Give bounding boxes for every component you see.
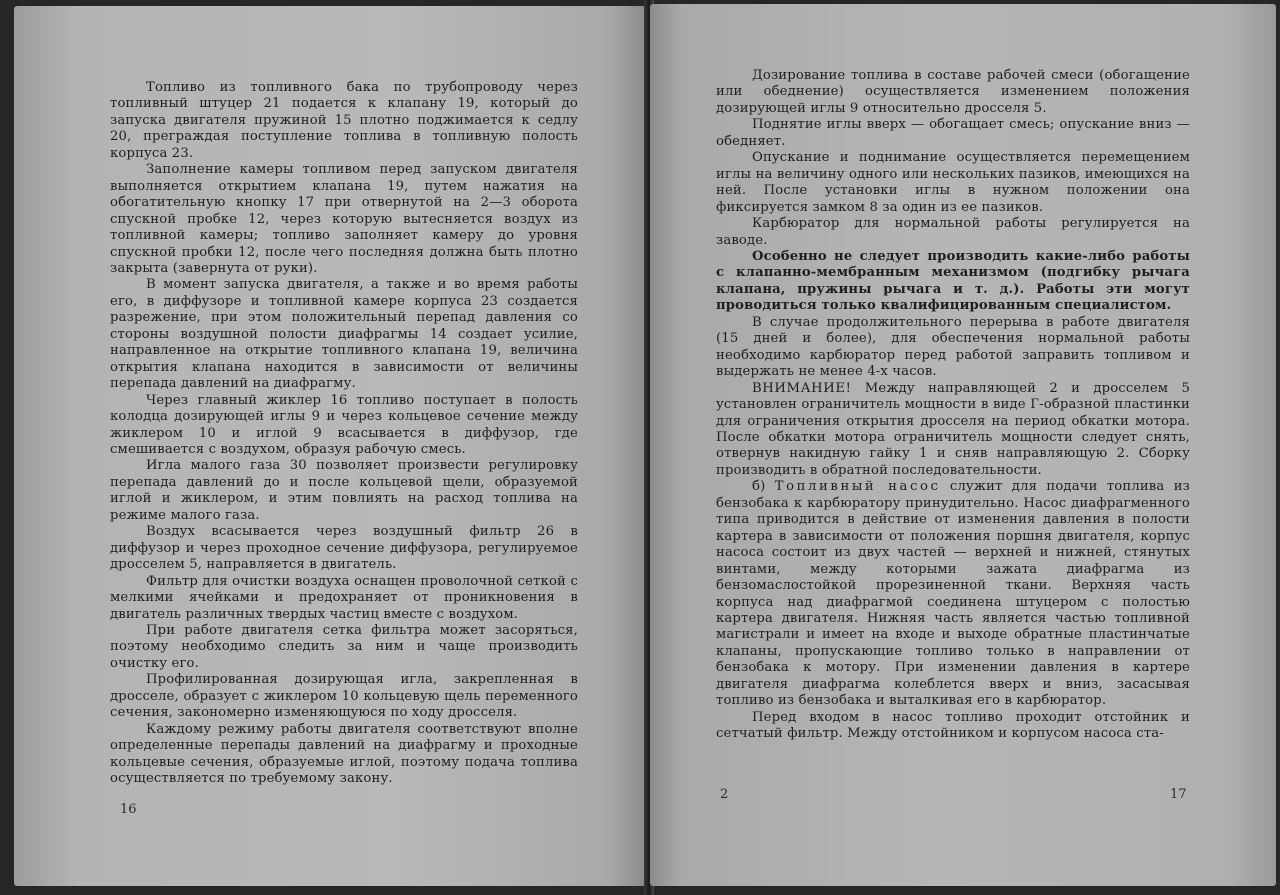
left-page-number: 16: [120, 802, 137, 817]
paragraph: Заполнение камеры топливом перед запуском двигателя выполняется открытием клапана 19, путем нажатия на обогатительную кнопку 17 при отвернутой на 2—3 оборота спускной пробке 12, через которую вытесняется воздух из топливной камеры; топливо заполняет камеру до уровня спускной пробки 12, после чего последняя должна быть плотно закрыта (завернута от руки).: [110, 162, 578, 276]
attention-paragraph: [716, 381, 1190, 480]
fuel-pump-paragraph: [716, 479, 1190, 709]
paragraph: При работе двигателя сетка фильтра может засоряться, поэтому необходимо следить за ним и чаще производить очистку его.: [110, 622, 578, 671]
right-page-text: [716, 68, 1190, 743]
left-page: [14, 6, 646, 886]
paragraph: Фильтр для очистки воздуха оснащен проволочной сеткой с мелкими ячейками и предохраняет от проникновения в двигатель различных твердых частиц вместе с воздухом.: [110, 573, 578, 622]
paragraph: В случае продолжительного перерыва в работе двигателя (15 дней и более), для обеспечения нормальной работы необходимо карбюратор перед работой заправить топливом и выдержать не менее 4-х часов.: [716, 314, 1190, 380]
paragraph: Карбюратор для нормальной работы регулируется на заводе.: [716, 216, 1190, 248]
paragraph: Топливо из топливного бака по трубопроводу через топливный штуцер 21 подается к клапану 19, который до запуска двигателя пружиной 15 плотно поджимается к седлу 20, преграждая поступление топлива в топливную полость корпуса 23.: [110, 80, 578, 161]
attention-label: ВНИМАНИЕ!: [752, 380, 852, 396]
paragraph: Через главный жиклер 16 топливо поступает в полость колодца дозирующей иглы 9 и через кольцевое сечение между жиклером 10 и иглой 9 всасывается в диффузор, где смешивается с воздухом, образуя рабочую смесь.: [110, 392, 578, 457]
paragraph: Опускание и поднимание осуществляется перемещением иглы на величину одного или нескольких пазиков, имеющихся на ней. После установки иглы в нужном положении она фиксируется замком 8 за один из ее пазиков.: [716, 150, 1190, 215]
paragraph: Воздух всасывается через воздушный фильтр 26 в диффузор и через проходное сечение диффузора, регулируемое дросселем 5, направляется в двигатель.: [110, 524, 578, 573]
right-page-number: 17: [1170, 787, 1187, 802]
section-prefix: б): [752, 479, 775, 495]
left-page-text: [110, 80, 578, 787]
warning-paragraph: Особенно не следует производить какие-либо работы с клапанно-мембранным механизмом (подгибку рычага клапана, пружины рычага и т. д.). Работы эти могут проводиться только квалифицированным специалистом.: [716, 248, 1190, 314]
paragraph: Поднятие иглы вверх — обогащает смесь; опускание вниз — обедняет.: [716, 117, 1190, 149]
section-text: служит для подачи топлива из бензобака к карбюратору принудительно. Насос диафрагменного типа приводится в действие от изменения давления в полости картера в зависимости от положения поршня двигателя, корпус насоса состоит из двух частей — верхней и нижней, стянутых винтами, между которыми зажата диафрагма из бензомаслостойкой прорезиненной ткани. Верхняя часть корпуса над диафрагмой соединена штуцером с полостью картера двигателя. Нижняя часть является частью топливной магистрали и имеет на входе и выходе обратные пластинчатые клапаны, пропускающие топливо только в направлении от бензобака к мотору. При изменении давления в картере двигателя диафрагма колеблется вверх и вниз, засасывая топливо из бензобака и выталкивая его в карбюратор.: [716, 479, 1191, 709]
right-page: [650, 4, 1276, 886]
paragraph: Дозирование топлива в составе рабочей смеси (обогащение или обеднение) осуществляется изменением положения дозирующей иглы 9 относительно дросселя 5.: [716, 68, 1190, 116]
paragraph: Каждому режиму работы двигателя соответствуют вполне определенные перепады давлений на диафрагму и проходные кольцевые сечения, образуемые иглой, поэтому подача топлива осуществляется по требуемому закону.: [110, 721, 578, 787]
paragraph: Перед входом в насос топливо проходит отстойник и сетчатый фильтр. Между отстойником и корпусом насоса ста-: [716, 709, 1190, 742]
paragraph: Профилированная дозирующая игла, закрепленная в дросселе, образует с жиклером 10 кольцевую щель переменного сечения, закономерно изменяющуюся по ходу дросселя.: [110, 672, 578, 721]
section-heading: Топливный насос: [774, 479, 941, 495]
paragraph: В момент запуска двигателя, а также и во время работы его, в диффузоре и топливной камере корпуса 23 создается разрежение, при этом положительный перепад давления со стороны воздушной полости диафрагмы 14 создает усилие, направленное на открытие топливного клапана 19, величина открытия клапана находится в зависимости от величины перепада давлений на диафрагму.: [110, 277, 578, 392]
paragraph: Игла малого газа 30 позволяет произвести регулировку перепада давлений до и после кольцевой щели, образуемой иглой и жиклером, и этим повлиять на расход топлива на режиме малого газа.: [110, 458, 578, 523]
signature-mark: 2: [720, 787, 729, 802]
attention-text: Между направляющей 2 и дросселем 5 установлен ограничитель мощности в виде Г-образной пластинки для ограничения открытия дросселя на период обкатки мотора. После обкатки мотора ограничитель мощности следует снять, отвернув накидную гайку 1 и сняв направляющую 2. Сборку производить в обратной последовательности.: [716, 380, 1190, 478]
